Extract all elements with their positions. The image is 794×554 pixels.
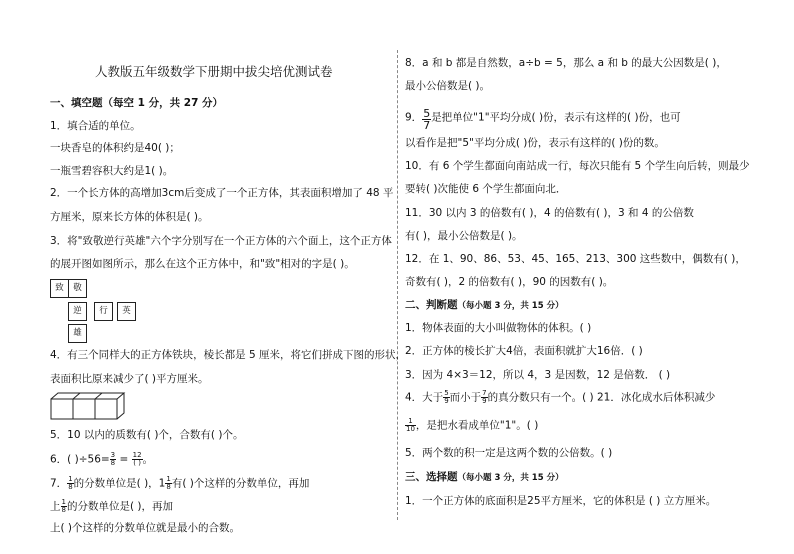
question-3-line2: 的展开图如图所示，那么在这个正方体中，和"致"相对的字是( )。: [50, 258, 355, 270]
cube-net-figure: [50, 279, 150, 343]
question-7-line2: 上 $\frac{1}{8}$ 的分数单位是( )，再加: [50, 498, 173, 514]
judge-1: 1．物体表面的大小叫做物体的体积。( ): [405, 322, 592, 334]
judge-4-line1: 4．大于 $\frac{5}{9}$ 而小于 $\frac{7}{9}$ 的真分数只有一个。( ) 21．冰化成水后体积减少: [405, 389, 716, 405]
fraction: $\frac{1}{8}$: [166, 475, 171, 491]
judge-3: 3．因为 4×3＝12，所以 4，3 是因数，12 是倍数． ( ): [405, 369, 671, 381]
question-8-line1: 8．a 和 b 都是自然数，a÷b = 5，那么 a 和 b 的最大公因数是( )，: [405, 57, 727, 69]
fraction: $\frac{1}{10}$: [406, 417, 415, 433]
section-choice-title: 三、选择题（每小题 3 分，共 15 分）: [405, 471, 564, 483]
question-1b: 一瓶雪碧容积大约是1( )。: [50, 165, 174, 177]
judge-5: 5．两个数的积一定是这两个数的公倍数。( ): [405, 447, 613, 459]
question-11-line2: 有( )，最小公倍数是( )。: [405, 230, 523, 242]
question-2-line2: 方厘米，原来长方体的体积是( )。: [50, 211, 209, 223]
question-9-line2: 以看作是把"5"平均分成( )份，表示有这样的( )份的数。: [405, 137, 665, 149]
question-2-line1: 2．一个长方体的高增加3cm后变成了一个正方体，其表面积增加了 48 平: [50, 187, 394, 199]
net-cell: 逆: [68, 302, 87, 321]
question-3-line1: 3．将"致敬逆行英雄"六个字分别写在一个正方体的六个面上，这个正方体: [50, 235, 392, 247]
question-4-line2: 表面积比原来减少了( )平方厘米。: [50, 373, 209, 385]
question-5: 5．10 以内的质数有( )个，合数有( )个。: [50, 429, 244, 441]
question-7-line1: 7． $\frac{1}{8}$ 的分数单位是( )，1 $\frac{1}{8}$ 有( )个这样的分数单位，再加: [50, 475, 310, 491]
net-cell: 敬: [68, 279, 87, 298]
question-12-line1: 12．在 1、90、86、53、45、165、213、300 这些数中，偶数有( )，: [405, 253, 746, 265]
question-10-line1: 10．有 6 个学生都面向南站成一行，每次只能有 5 个学生向后转，则最少: [405, 160, 750, 172]
column-divider: [397, 50, 398, 520]
fraction: $\frac{3}{8}$: [110, 451, 116, 467]
judge-2: 2．正方体的棱长扩大4倍，表面积就扩大16倍．( ): [405, 345, 643, 357]
three-cubes-figure: [50, 392, 130, 422]
fraction: $\frac{5}{9}$: [444, 389, 449, 405]
question-6: 6．( )÷56= $\frac{3}{8}$ = $\frac{12}{( )}$ 。: [50, 451, 154, 467]
net-cell: 英: [117, 302, 136, 321]
section-fill-in-title: 一、填空题（每空 1 分，共 27 分）: [50, 97, 224, 109]
question-9-line1: 9． $\frac{5}{7}$ 是把单位"1"平均分成( )份，表示有这样的( )份，也可: [405, 107, 681, 132]
question-11-line1: 11．30 以内 3 的倍数有( )，4 的倍数有( )，3 和 4 的公倍数: [405, 207, 694, 219]
judge-4-line2: $\frac{1}{10}$ ，是把水看成单位"1"。( ): [406, 417, 539, 433]
question-10-line2: 要转( )次能使 6 个学生都面向北．: [405, 183, 567, 195]
question-1: 1．填合适的单位。: [50, 120, 141, 132]
net-cell: 雄: [68, 324, 87, 343]
question-8-line2: 最小公倍数是( )。: [405, 80, 491, 92]
choice-1: 1．一个正方体的底面积是25平方厘米，它的体积是 ( ) 立方厘米。: [405, 495, 717, 507]
question-12-line2: 奇数有( )，2 的倍数有( )，90 的因数有( )。: [405, 276, 614, 288]
question-7-line3: 上( )个这样的分数单位就是最小的合数。: [50, 522, 241, 534]
fraction: $\frac{1}{8}$: [61, 498, 66, 514]
question-4-line1: 4．有三个同样大的正方体铁块，棱长都是 5 厘米，将它们拼成下图的形状，: [50, 349, 407, 361]
section-true-false-title: 二、判断题（每小题 3 分，共 15 分）: [405, 299, 564, 311]
net-cell: 致: [50, 279, 69, 298]
exam-title: 人教版五年级数学下册期中拔尖培优测试卷: [95, 64, 333, 79]
fraction: $\frac{7}{9}$: [482, 389, 487, 405]
fraction: $\frac{1}{8}$: [68, 475, 73, 491]
fraction: $\frac{5}{7}$: [423, 107, 431, 132]
fraction: $\frac{12}{( )}$: [132, 451, 142, 467]
net-cell: 行: [94, 302, 113, 321]
question-1a: 一块香皂的体积约是40( )；: [50, 142, 180, 154]
